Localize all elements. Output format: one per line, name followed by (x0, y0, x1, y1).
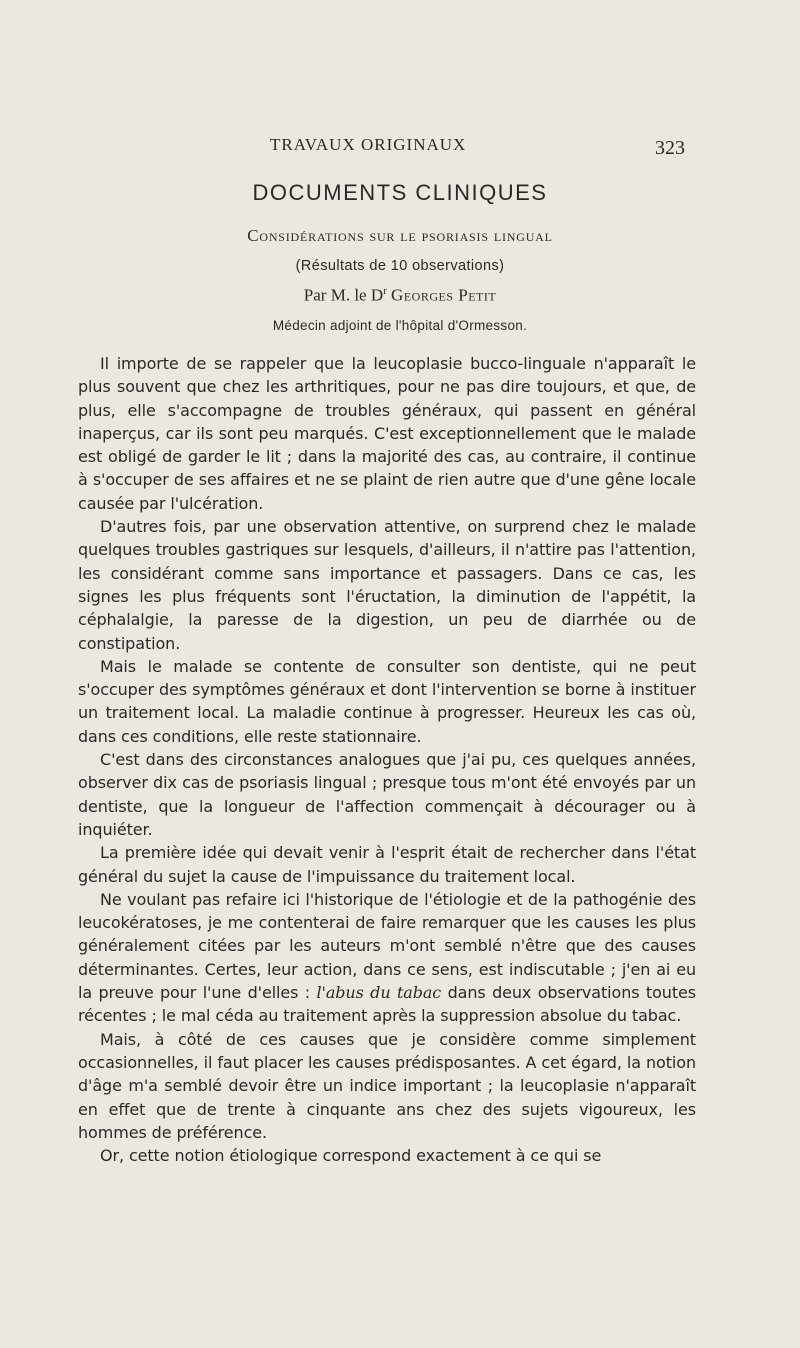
paragraph-6-italic: l'abus du tabac (316, 983, 442, 1003)
author-affiliation: Médecin adjoint de l'hôpital d'Ormesson. (272, 318, 528, 333)
paragraph-6-end: dans deux observations toutes récentes ; le mal céda au traitement après la suppression absolue du tabac. (78, 983, 696, 1026)
article-body (78, 352, 696, 1167)
running-head: TRAVAUX ORIGINAUX (270, 135, 467, 154)
paragraph-6 (78, 888, 696, 1028)
byline-prefix: Par M. le D (303, 285, 384, 305)
paragraph-6-start: Ne voulant pas refaire ici l'historique de l'étiologie et de la pathogénie des leucokératoses, je me contenterai de faire remarquer que les causes les plus généralement citées par les auteurs m'ont semblé n'être que des causes déterminantes. Certes, leur action, dans ce sens, est indiscutable ; j'en ai eu la preuve pour l'une d'elles : (78, 889, 696, 1003)
article-subtitle: Considérations sur le psoriasis lingual (247, 226, 553, 245)
section-title: DOCUMENTS CLINIQUES (252, 180, 548, 205)
paragraph-3: Mais le malade se contente de consulter son dentiste, qui ne peut s'occuper des symptômes généraux et dont l'intervention se borne à instituer un traitement local. La maladie continue à progresser. Heureux les cas où, dans ces conditions, elle reste stationnaire. (78, 656, 696, 746)
observations-note: (Résultats de 10 observations) (295, 258, 505, 274)
paragraph-7: Mais, à côté de ces causes que je considère comme simplement occasionnelles, il faut placer les causes prédisposantes. A cet égard, la notion d'âge m'a semblé devoir être un indice important ; la leucoplasie n'apparaît en effet que de trente à cinquante ans chez des sujets vigoureux, les hommes de préférence. (78, 1029, 696, 1142)
page-number: 323 (655, 137, 685, 159)
byline-superscript: r (383, 285, 387, 297)
paragraph-5: La première idée qui devait venir à l'esprit était de rechercher dans l'état général du sujet la cause de l'impuissance du traitement local. (78, 843, 696, 886)
author-name: Georges Petit (391, 285, 497, 305)
paragraph-8: Or, cette notion étiologique correspond exactement à ce qui se (100, 1146, 602, 1166)
byline (0, 285, 800, 306)
paragraph-4: C'est dans des circonstances analogues que j'ai pu, ces quelques années, observer dix cas de psoriasis lingual ; presque tous m'ont été envoyés par un dentiste, que la longueur de l'affection commençait à décourager ou à inquiéter. (78, 750, 696, 839)
paragraph-2: D'autres fois, par une observation attentive, on surprend chez le malade quelques troubles gastriques sur lesquels, d'ailleurs, il n'attire pas l'attention, les considérant comme sans importance et passagers. Dans ce cas, les signes les plus fréquents sont l'éructation, la diminution de l'appétit, la céphalalgie, la paresse de la digestion, un peu de diarrhée ou de constipation. (78, 517, 696, 653)
paragraph-1: Il importe de se rappeler que la leucoplasie bucco-linguale n'apparaît le plus souvent que chez les arthritiques, pour ne pas dire toujours, et que, de plus, elle s'accompagne de troubles généraux, qui passent en général inaperçus, car ils sont peu marqués. C'est exceptionnellement que le malade est obligé de garder le lit ; dans la majorité des cas, au contraire, il continue à s'occuper de ses affaires et ne se plaint de rien autre que d'une gêne locale causée par l'ulcération. (78, 354, 696, 513)
page-header (0, 135, 800, 159)
